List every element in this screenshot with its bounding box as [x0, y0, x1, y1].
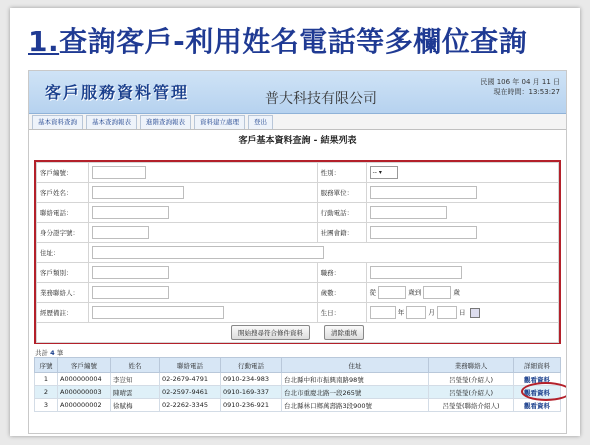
cell-name: 李豈知 — [111, 373, 160, 386]
main-menu — [29, 114, 566, 130]
customer-no-input[interactable] — [92, 166, 146, 179]
community-input[interactable] — [370, 226, 477, 239]
datetime-display — [480, 77, 560, 97]
address-input[interactable] — [92, 246, 324, 259]
label-community: 社團會籍： — [317, 223, 366, 243]
agent-input[interactable] — [92, 286, 169, 299]
col-header-mobile: 行動電話 — [221, 358, 282, 373]
cell-address: 台北縣中和市振興南路98號 — [282, 373, 429, 386]
label-address: 住址： — [37, 243, 89, 263]
company-name: 普大科技有限公司 — [265, 91, 377, 107]
date-text: 民國 106 年 04 月 11 日 — [480, 78, 560, 86]
count-value: 4 — [50, 349, 55, 357]
highlight-oval — [521, 382, 567, 401]
view-detail-text[interactable]: 觀看資料 — [524, 388, 550, 397]
day-label: 日 — [459, 308, 466, 317]
label-phone: 聯絡電話： — [37, 203, 89, 223]
results-table — [34, 357, 561, 412]
cell-phone: 02-2597-9461 — [160, 386, 221, 399]
customer-name-input[interactable] — [92, 186, 184, 199]
app-logo: 客戶服務資料管理 — [45, 83, 190, 102]
label-agent: 業務聯絡人： — [37, 283, 89, 303]
cell-agent: 呂瑩瑩(介紹人) — [429, 373, 514, 386]
id-no-input[interactable] — [92, 226, 149, 239]
cell-address: 台北縣林口鄉萬壽路3段900號 — [282, 399, 429, 412]
age-to-input[interactable] — [423, 286, 451, 299]
label-service-unit: 服務單位： — [317, 183, 366, 203]
label-mobile: 行動電話： — [317, 203, 366, 223]
view-detail-text[interactable]: 觀看資料 — [524, 401, 550, 410]
table-header-row — [35, 358, 561, 373]
search-button[interactable]: 開始搜尋符合條件資料 — [231, 325, 310, 340]
note-input[interactable] — [92, 306, 224, 319]
col-header-seq: 序號 — [35, 358, 58, 373]
app-header — [29, 71, 566, 114]
label-gender: 性別： — [317, 163, 366, 183]
service-unit-input[interactable] — [370, 186, 477, 199]
slide-title — [28, 20, 527, 60]
app-window — [28, 70, 567, 434]
phone-input[interactable] — [92, 206, 169, 219]
cell-no: A000000003 — [58, 386, 111, 399]
cell-mobile: 0910-236-921 — [221, 399, 282, 412]
slide-number: 1. — [28, 25, 60, 58]
label-job: 職務： — [317, 263, 366, 283]
result-count — [35, 348, 63, 357]
slide-title-text: 查詢客戶-利用姓名電話等多欄位查詢 — [59, 25, 528, 58]
age-from-label: 從 — [369, 288, 377, 297]
slide — [10, 8, 580, 436]
gender-select[interactable] — [370, 166, 398, 179]
table-row — [35, 399, 561, 412]
cell-name: 陳晴雲 — [111, 386, 160, 399]
birth-year-input[interactable] — [370, 306, 396, 319]
age-to-label: 歲到 — [408, 288, 422, 297]
table-row — [35, 386, 561, 399]
col-header-address: 住址 — [282, 358, 429, 373]
cell-seq: 3 — [35, 399, 58, 412]
age-unit-label: 歲 — [453, 288, 460, 297]
cell-mobile: 0910-169-337 — [221, 386, 282, 399]
col-header-name: 姓名 — [111, 358, 160, 373]
col-header-no: 客戶編號 — [58, 358, 111, 373]
cell-agent: 呂瑩瑩(聯絡介紹人) — [429, 399, 514, 412]
count-suffix: 筆 — [56, 349, 64, 357]
category-input[interactable] — [92, 266, 169, 279]
form-title: 客戶基本資料查詢 - 結果列表 — [238, 136, 357, 146]
menu-item-basic-query[interactable]: 基本資料查詢 — [32, 115, 83, 129]
chevron-down-icon: ▾ — [378, 169, 382, 176]
label-birthday: 生日： — [317, 303, 366, 323]
birth-day-input[interactable] — [437, 306, 457, 319]
cell-seq: 2 — [35, 386, 58, 399]
cell-phone: 02-2262-3345 — [160, 399, 221, 412]
table-row — [35, 373, 561, 386]
cell-agent: 呂瑩瑩(介紹人) — [429, 386, 514, 399]
count-prefix: 共計 — [35, 349, 48, 357]
job-input[interactable] — [370, 266, 462, 279]
query-form — [34, 160, 561, 344]
mobile-input[interactable] — [370, 206, 447, 219]
cell-mobile: 0910-234-983 — [221, 373, 282, 386]
label-age: 歲數： — [317, 283, 366, 303]
label-customer-name: 客戶姓名： — [37, 183, 89, 203]
cell-address: 台北市重慶北路一段265號 — [282, 386, 429, 399]
menu-item-advanced-report[interactable]: 進階查詢報表 — [140, 115, 191, 129]
label-category: 客戶類別： — [37, 263, 89, 283]
gender-select-value: -- — [372, 169, 377, 176]
month-label: 月 — [428, 308, 435, 317]
view-detail-text[interactable]: 觀看資料 — [524, 375, 550, 384]
button-row — [37, 323, 559, 343]
cell-name: 徐賦梅 — [111, 399, 160, 412]
label-note: 經歷備註： — [37, 303, 89, 323]
time-text: 現在時間：13:53:27 — [493, 88, 560, 96]
year-label: 年 — [397, 308, 405, 317]
calendar-icon[interactable] — [470, 308, 480, 318]
age-from-input[interactable] — [378, 286, 406, 299]
col-header-detail: 詳細資料 — [514, 358, 561, 373]
cell-no: A000000002 — [58, 399, 111, 412]
cell-phone: 02-2679-4791 — [160, 373, 221, 386]
cell-seq: 1 — [35, 373, 58, 386]
menu-item-data-entry[interactable]: 資料建立處理 — [194, 115, 245, 129]
reset-button[interactable]: 清除重填 — [324, 325, 364, 340]
label-id-no: 身分證字號： — [37, 223, 89, 243]
col-header-agent: 業務聯絡人 — [429, 358, 514, 373]
menu-item-logout[interactable]: 登出 — [248, 115, 273, 129]
cell-no: A000000004 — [58, 373, 111, 386]
birth-month-input[interactable] — [406, 306, 426, 319]
col-header-phone: 聯絡電話 — [160, 358, 221, 373]
menu-item-basic-report[interactable]: 基本查詢報表 — [86, 115, 137, 129]
label-customer-no: 客戶編號： — [37, 163, 89, 183]
